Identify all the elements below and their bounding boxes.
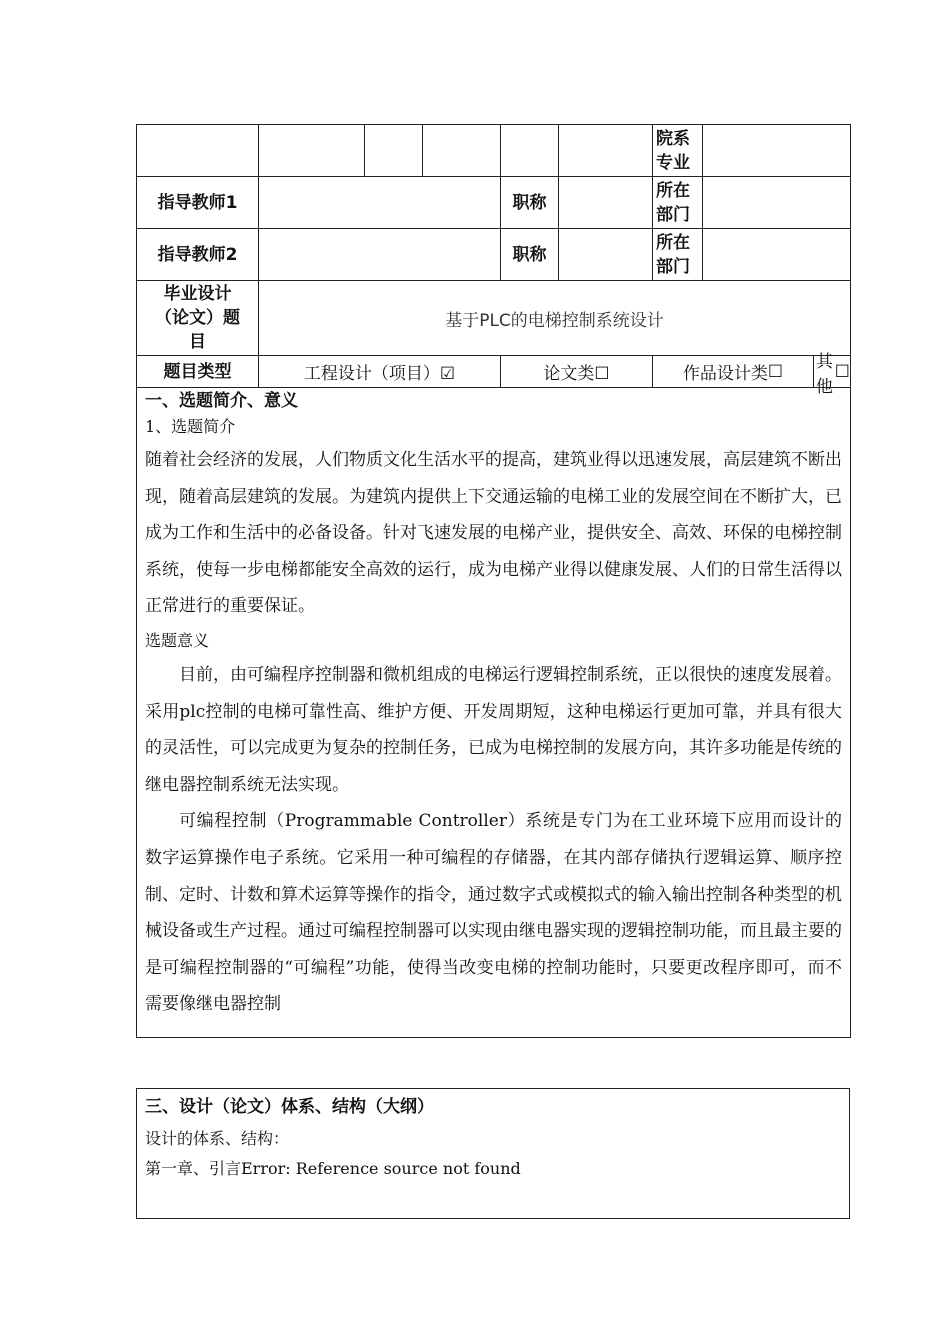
advisor1-title-label: 职称 <box>501 177 559 229</box>
section1-cell <box>137 388 851 1038</box>
empty-cell[interactable] <box>423 125 501 177</box>
section3-heading: 三、设计（论文）体系、结构（大纲） <box>145 1097 434 1117</box>
section3-row <box>137 1089 850 1219</box>
advisor2-dept-value[interactable] <box>703 229 851 281</box>
section1-heading: 一、选题简介、意义 <box>145 391 298 411</box>
option-works-other <box>653 351 851 397</box>
option-thesis-label: 论文类 <box>543 364 595 384</box>
empty-cell[interactable] <box>259 125 365 177</box>
section3-table <box>136 1088 850 1219</box>
section1-meaning-heading: 选题意义 <box>145 630 210 650</box>
advisor1-row <box>137 177 851 229</box>
option-works[interactable] <box>653 356 814 387</box>
form-table <box>136 124 851 1038</box>
section1-meaning-paragraph-1: 目前，由可编程序控制器和微机组成的电梯运行逻辑控制系统，正以很快的速度发展着。采用plc控制的电梯可靠性高、维护方便、开发周期短，这种电梯运行更加可靠，并具有很大的灵活性，可以完成更为复杂的控制任务，已成为电梯控制的发展方向，其许多功能是传统的继电器控制系统无法实现。 <box>145 664 842 795</box>
checkbox-empty-icon[interactable]: ☐ <box>594 364 610 384</box>
empty-cell[interactable] <box>137 125 259 177</box>
section1-meaning-paragraph-2: 可编程控制（Programmable Controller）系统是专门为在工业环境下应用而设计的数字运算操作电子系统。它采用一种可编程的存储器，在其内部存储执行逻辑运算、顺序控制、定时、计数和算术运算等操作的指令，通过数字式或模拟式的输入输出控制各种类型的机械设备或生产过程。通过可编程控制器可以实现由继电器实现的逻辑控制功能，而且最主要的是可编程控制器的“可编程”功能，使得当改变电梯的控制功能时，只要更改程序即可，而不需要像继电器控制 <box>145 811 842 1015</box>
advisor1-title-value[interactable] <box>559 177 653 229</box>
topic-type-label: 题目类型 <box>137 356 259 388</box>
section1-row <box>137 388 851 1038</box>
advisor1-name-value[interactable] <box>259 177 501 229</box>
option-works-label: 作品设计类 <box>682 364 768 384</box>
topic-type-row <box>137 356 851 388</box>
section3-cell <box>137 1089 850 1219</box>
section1-intro-paragraph: 随着社会经济的发展，人们物质文化生活水平的提高，建筑业得以迅速发展，高层建筑不断出现，随着高层建筑的发展。为建筑内提供上下交通运输的电梯工业的发展空间在不断扩大，已成为工作和生活中的必备设备。针对飞速发展的电梯产业，提供安全、高效、环保的电梯控制系统，使每一步电梯都能安全高效的运行，成为电梯产业得以健康发展、人们的日常生活得以正常进行的重要保证。 <box>145 450 842 617</box>
advisor2-title-value[interactable] <box>559 229 653 281</box>
topic-label: 毕业设计 （论文）题 目 <box>137 281 259 356</box>
advisor2-dept-label: 所在 部门 <box>653 229 703 281</box>
dept-major-label: 院系 专业 <box>653 125 703 177</box>
advisor2-name-value[interactable] <box>259 229 501 281</box>
advisor2-title-label: 职称 <box>501 229 559 281</box>
option-other-label: 其他 <box>815 351 833 397</box>
option-thesis[interactable] <box>501 356 653 388</box>
empty-cell[interactable] <box>501 125 559 177</box>
advisor1-dept-value[interactable] <box>703 177 851 229</box>
advisor1-dept-label: 所在 部门 <box>653 177 703 229</box>
dept-major-value[interactable] <box>703 125 851 177</box>
option-other[interactable] <box>814 351 850 397</box>
empty-cell[interactable] <box>559 125 653 177</box>
section1-subheading: 1、选题简介 <box>145 417 236 436</box>
checkbox-checked-icon[interactable]: ☑ <box>439 364 456 384</box>
option-engineering-label: 工程设计（项目） <box>303 364 440 384</box>
empty-cell[interactable] <box>365 125 423 177</box>
section3-line1: 设计的体系、结构： <box>145 1129 290 1148</box>
form-row-top <box>137 125 851 177</box>
advisor2-label: 指导教师2 <box>137 229 259 281</box>
option-engineering[interactable] <box>259 356 501 388</box>
checkbox-empty-icon[interactable]: ☐ <box>767 361 784 382</box>
topic-value[interactable]: 基于PLC的电梯控制系统设计 <box>259 281 851 356</box>
advisor1-label: 指导教师1 <box>137 177 259 229</box>
section3-line2: 第一章、引言Error: Reference source not found <box>145 1159 521 1178</box>
advisor2-row <box>137 229 851 281</box>
topic-row <box>137 281 851 356</box>
checkbox-empty-icon[interactable]: ☐ <box>834 361 850 382</box>
